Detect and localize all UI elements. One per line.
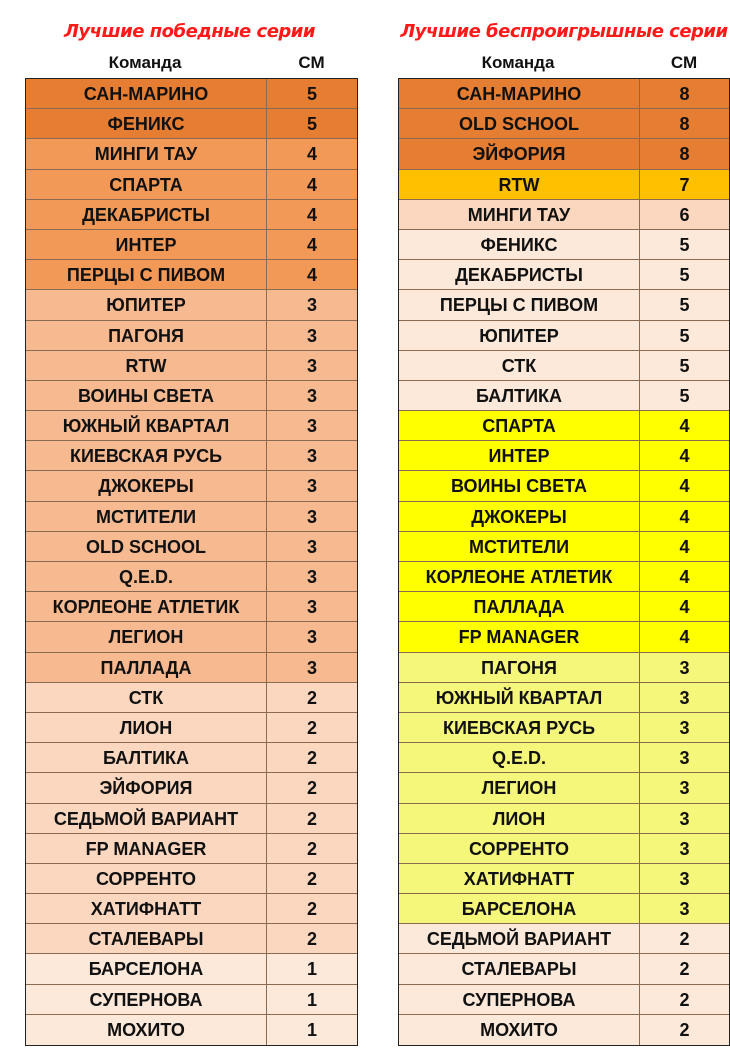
team-name: БАРСЕЛОНА (399, 894, 640, 923)
team-name: СПАРТА (399, 411, 640, 440)
team-name: FP MANAGER (26, 834, 267, 863)
streak-value: 2 (306, 778, 317, 799)
team-name: МИНГИ ТАУ (26, 139, 267, 168)
team-name: ВОИНЫ СВЕТА (26, 381, 267, 410)
table-row (26, 653, 357, 683)
streak-value: 2 (306, 838, 317, 859)
team-name: ЮЖНЫЙ КВАРТАЛ (399, 683, 640, 712)
team-name: СЕДЬМОЙ ВАРИАНТ (399, 924, 640, 953)
table-row (26, 804, 357, 834)
table-row (399, 532, 729, 562)
streak-value: 3 (306, 446, 317, 467)
table-row (26, 502, 357, 532)
table-row (399, 683, 729, 713)
team-name: СУПЕРНОВА (26, 985, 267, 1014)
table-row (26, 894, 357, 924)
streak-value: 5 (679, 385, 690, 406)
team-name: СУПЕРНОВА (399, 985, 640, 1014)
team-name: ИНТЕР (399, 441, 640, 470)
streak-value: 5 (679, 265, 690, 286)
streak-value: 3 (306, 476, 317, 497)
team-name: КИЕВСКАЯ РУСЬ (399, 713, 640, 742)
streak-value: 3 (679, 868, 690, 889)
streak-value: 3 (306, 325, 317, 346)
streak-value: 3 (306, 295, 317, 316)
streak-value: 1 (306, 989, 317, 1010)
streak-value: 2 (306, 808, 317, 829)
team-name: OLD SCHOOL (399, 109, 640, 138)
team-name: БАЛТИКА (26, 743, 267, 772)
team-name: МСТИТЕЛИ (399, 532, 640, 561)
streak-value: 2 (306, 717, 317, 738)
streak-value: 3 (306, 355, 317, 376)
table-row (399, 411, 729, 441)
streak-value: 4 (679, 416, 690, 437)
team-name: БАЛТИКА (399, 381, 640, 410)
team-name: СОРРЕНТО (26, 864, 267, 893)
table-row (399, 924, 729, 954)
team-name: ПЕРЦЫ С ПИВОМ (399, 290, 640, 319)
streak-value: 4 (679, 506, 690, 527)
team-name: СТАЛЕВАРЫ (26, 924, 267, 953)
team-name: ФЕНИКС (26, 109, 267, 138)
team-name: ПАГОНЯ (26, 321, 267, 350)
streak-value: 5 (306, 114, 317, 135)
win-streaks-table (25, 78, 358, 1046)
value-column-header: СМ (298, 53, 325, 72)
table-row (399, 290, 729, 320)
streak-value: 3 (306, 627, 317, 648)
streak-value: 2 (679, 959, 690, 980)
streak-value: 4 (306, 234, 317, 255)
streak-value: 3 (679, 778, 690, 799)
table-row (399, 743, 729, 773)
team-name: ЮЖНЫЙ КВАРТАЛ (26, 411, 267, 440)
team-name: ДЖОКЕРЫ (399, 502, 640, 531)
table-row (26, 683, 357, 713)
team-name: ХАТИФНАТТ (399, 864, 640, 893)
streak-value: 2 (306, 929, 317, 950)
streak-value: 2 (679, 989, 690, 1010)
team-name: СОРРЕНТО (399, 834, 640, 863)
win-streaks-header (25, 48, 358, 78)
unbeaten-streaks-panel (398, 0, 730, 1046)
streak-value: 8 (679, 84, 690, 104)
streak-value: 7 (679, 174, 690, 195)
table-row (26, 532, 357, 562)
table-row (399, 562, 729, 592)
streak-value: 5 (679, 355, 690, 376)
streak-value: 3 (679, 808, 690, 829)
table-row (399, 804, 729, 834)
team-name: КИЕВСКАЯ РУСЬ (26, 441, 267, 470)
streak-value: 4 (679, 446, 690, 467)
team-name: СЕДЬМОЙ ВАРИАНТ (26, 804, 267, 833)
table-row (26, 321, 357, 351)
table-row (399, 592, 729, 622)
streak-value: 2 (306, 868, 317, 889)
table-row (26, 773, 357, 803)
streak-value: 5 (679, 325, 690, 346)
team-name: FP MANAGER (399, 622, 640, 651)
table-row (399, 139, 729, 169)
streak-value: 1 (306, 959, 317, 980)
table-row (26, 1015, 357, 1045)
table-row (399, 109, 729, 139)
table-row (399, 894, 729, 924)
table-row (399, 200, 729, 230)
unbeaten-streaks-header (398, 48, 730, 78)
table-row (26, 79, 357, 109)
team-name: ФЕНИКС (399, 230, 640, 259)
streak-value: 4 (679, 567, 690, 587)
team-name: СПАРТА (26, 170, 267, 199)
table-row (399, 381, 729, 411)
team-name: ИНТЕР (26, 230, 267, 259)
table-row (26, 834, 357, 864)
table-row (399, 351, 729, 381)
streak-value: 4 (679, 476, 690, 497)
team-name: ЛЕГИОН (399, 773, 640, 802)
table-row (399, 1015, 729, 1045)
team-name: ДЕКАБРИСТЫ (26, 200, 267, 229)
table-row (26, 622, 357, 652)
table-row (399, 713, 729, 743)
streak-value: 4 (679, 627, 690, 648)
streak-value: 8 (679, 114, 690, 135)
streak-value: 1 (306, 1019, 317, 1040)
streak-value: 2 (306, 899, 317, 920)
streak-value: 4 (679, 536, 690, 557)
table-row (26, 170, 357, 200)
table-row (399, 260, 729, 290)
streak-value: 3 (679, 838, 690, 859)
table-row (26, 139, 357, 169)
streak-value: 4 (679, 597, 690, 618)
table-row (399, 653, 729, 683)
win-streaks-panel (25, 0, 358, 1046)
table-row (399, 502, 729, 532)
streak-value: 4 (306, 204, 317, 225)
table-row (399, 622, 729, 652)
table-row (26, 411, 357, 441)
team-name: МСТИТЕЛИ (26, 502, 267, 531)
streak-value: 3 (679, 657, 690, 678)
streak-value: 3 (679, 717, 690, 738)
streak-value: 3 (306, 597, 317, 618)
team-column-header: Команда (481, 53, 555, 72)
team-name: ПАЛЛАДА (26, 653, 267, 682)
team-name: RTW (26, 351, 267, 380)
table-row (26, 985, 357, 1015)
table-row (399, 864, 729, 894)
table-row (26, 109, 357, 139)
streak-value: 3 (679, 748, 690, 769)
table-row (399, 985, 729, 1015)
team-name: ДЖОКЕРЫ (26, 471, 267, 500)
win-streaks-title: Лучшие победные серии (63, 21, 316, 42)
table-row (399, 834, 729, 864)
table-row (26, 351, 357, 381)
team-name: МОХИТО (26, 1015, 267, 1045)
team-name: OLD SCHOOL (26, 532, 267, 561)
team-name: RTW (399, 170, 640, 199)
streak-value: 3 (306, 536, 317, 557)
table-row (26, 864, 357, 894)
table-row (399, 773, 729, 803)
table-row (26, 562, 357, 592)
team-name: ПАГОНЯ (399, 653, 640, 682)
table-row (399, 170, 729, 200)
team-name: КОРЛЕОНЕ АТЛЕТИК (399, 562, 640, 591)
team-name: САН-МАРИНО (399, 79, 640, 108)
table-row (399, 471, 729, 501)
streak-value: 2 (306, 748, 317, 769)
table-row (26, 290, 357, 320)
unbeaten-streaks-title: Лучшие беспроигрышные серии (400, 21, 728, 42)
streak-value: 5 (306, 84, 317, 104)
team-name: МИНГИ ТАУ (399, 200, 640, 229)
streak-value: 4 (306, 144, 317, 165)
streak-value: 2 (306, 687, 317, 708)
table-row (26, 441, 357, 471)
team-name: ХАТИФНАТТ (26, 894, 267, 923)
table-row (26, 592, 357, 622)
streak-value: 3 (306, 567, 317, 587)
team-name: СТК (399, 351, 640, 380)
value-column-header: СМ (670, 53, 698, 72)
team-name: ЛЕГИОН (26, 622, 267, 651)
streak-value: 2 (679, 929, 690, 950)
team-name: СТК (26, 683, 267, 712)
table-row (26, 200, 357, 230)
table-row (26, 230, 357, 260)
team-name: Q.E.D. (399, 743, 640, 772)
table-row (26, 924, 357, 954)
streak-value: 3 (306, 506, 317, 527)
team-name: МОХИТО (399, 1015, 640, 1045)
team-name: СТАЛЕВАРЫ (399, 954, 640, 983)
team-name: ЭЙФОРИЯ (399, 139, 640, 168)
streak-value: 3 (306, 385, 317, 406)
streak-value: 3 (679, 899, 690, 920)
team-name: ПАЛЛАДА (399, 592, 640, 621)
table-row (26, 471, 357, 501)
unbeaten-streaks-table (398, 78, 730, 1046)
table-row (26, 260, 357, 290)
streak-value: 2 (679, 1019, 690, 1040)
table-row (399, 321, 729, 351)
streak-value: 3 (306, 416, 317, 437)
streak-value: 4 (306, 174, 317, 195)
table-row (26, 713, 357, 743)
team-column-header: Команда (108, 53, 182, 72)
streak-value: 6 (679, 204, 690, 225)
team-name: САН-МАРИНО (26, 79, 267, 108)
team-name: БАРСЕЛОНА (26, 954, 267, 983)
streak-value: 4 (306, 265, 317, 286)
team-name: КОРЛЕОНЕ АТЛЕТИК (26, 592, 267, 621)
streak-value: 5 (679, 295, 690, 316)
team-name: ПЕРЦЫ С ПИВОМ (26, 260, 267, 289)
team-name: ЭЙФОРИЯ (26, 773, 267, 802)
streak-value: 3 (306, 657, 317, 678)
streak-value: 5 (679, 234, 690, 255)
table-row (26, 743, 357, 773)
table-row (399, 79, 729, 109)
team-name: ЮПИТЕР (399, 321, 640, 350)
table-row (399, 230, 729, 260)
team-name: ДЕКАБРИСТЫ (399, 260, 640, 289)
team-name: Q.E.D. (26, 562, 267, 591)
table-row (26, 381, 357, 411)
table-row (26, 954, 357, 984)
table-row (399, 954, 729, 984)
team-name: ВОИНЫ СВЕТА (399, 471, 640, 500)
team-name: ЛИОН (399, 804, 640, 833)
team-name: ЛИОН (26, 713, 267, 742)
team-name: ЮПИТЕР (26, 290, 267, 319)
streak-value: 8 (679, 144, 690, 165)
table-row (399, 441, 729, 471)
streak-value: 3 (679, 687, 690, 708)
